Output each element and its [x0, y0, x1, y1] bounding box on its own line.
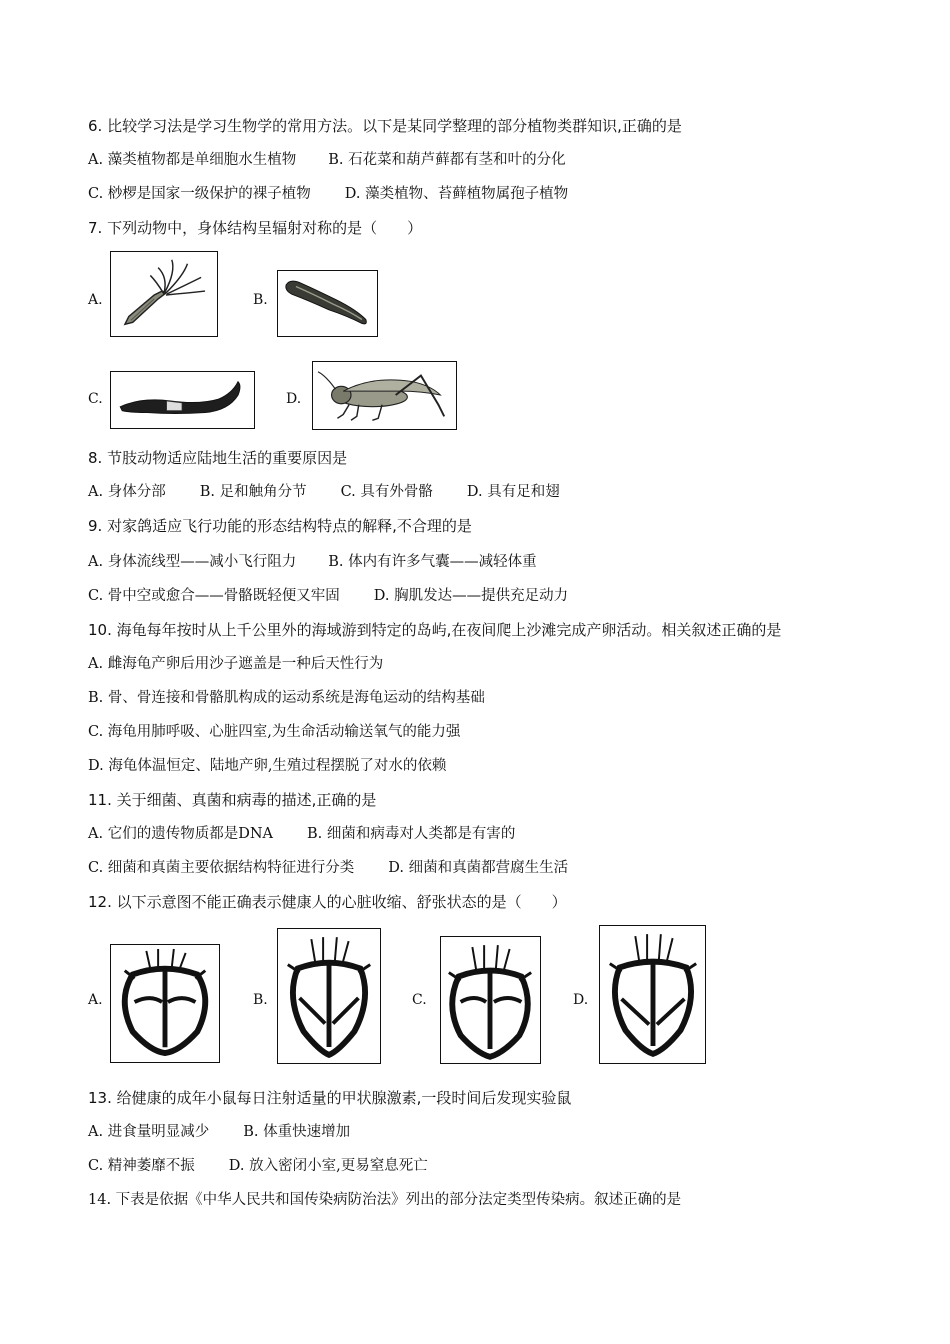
question-7-label-d: D. [286, 391, 302, 407]
question-8-option-d: D. 具有足和翅 [466, 484, 560, 500]
question-13-options-row-1 [88, 1122, 350, 1142]
question-9-option-c: C. 骨中空或愈合——骨骼既轻便又牢固 [88, 588, 340, 604]
question-9-option-a: A. 身体流线型——减小飞行阻力 [88, 554, 297, 570]
question-10-option-c: C. 海龟用肺呼吸、心脏四室,为生命活动输送氧气的能力强 [88, 724, 461, 740]
question-7-stem: 7. 下列动物中，身体结构呈辐射对称的是（ ） [88, 219, 423, 237]
question-10-option-d: D. 海龟体温恒定、陆地产卵,生殖过程摆脱了对水的依赖 [88, 758, 447, 774]
question-13-option-c: C. 精神萎靡不振 [88, 1158, 195, 1174]
question-11-stem: 11. 关于细菌、真菌和病毒的描述,正确的是 [88, 791, 377, 809]
question-11-option-d: D. 细菌和真菌都营腐生生活 [388, 860, 569, 876]
question-11-option-b: B. 细菌和病毒对人类都是有害的 [306, 826, 516, 842]
question-9-option-b: B. 体内有许多气囊——减轻体重 [328, 554, 537, 570]
heart-diagram-c-icon [440, 936, 541, 1064]
question-10-option-b: B. 骨、骨连接和骨骼肌构成的运动系统是海龟运动的结构基础 [88, 690, 485, 706]
question-6-option-c: C. 桫椤是国家一级保护的裸子植物 [88, 186, 311, 202]
question-12-label-b: B. [253, 992, 268, 1008]
hydra-icon [110, 251, 218, 337]
question-8-option-a: A. 身体分部 [88, 484, 166, 500]
question-11-option-a: A. 它们的遗传物质都是DNA [88, 826, 273, 842]
heart-diagram-a-icon [110, 944, 220, 1063]
question-8-option-c: C. 具有外骨骼 [340, 484, 433, 500]
question-9-option-d: D. 胸肌发达——提供充足动力 [373, 588, 569, 604]
heart-diagram-b-icon [277, 928, 381, 1064]
question-9-options-row-1 [88, 552, 537, 572]
question-12-label-d: D. [573, 992, 589, 1008]
earthworm-icon [110, 371, 255, 429]
question-10-option-a: A. 雌海龟产卵后用沙子遮盖是一种后天性行为 [88, 656, 384, 672]
question-12-label-c: C. [412, 992, 427, 1008]
question-12-stem: 12. 以下示意图不能正确表示健康人的心脏收缩、舒张状态的是（ ） [88, 893, 567, 911]
question-10-stem: 10. 海龟每年按时从上千公里外的海域游到特定的岛屿,在夜间爬上沙滩完成产卵活动。相关叙述正确的是 [88, 621, 782, 639]
question-13-option-a: A. 进食量明显减少 [88, 1124, 210, 1140]
question-12-label-a: A. [88, 992, 103, 1008]
question-6-option-b: B. 石花菜和葫芦藓都有茎和叶的分化 [328, 152, 566, 168]
question-7-label-b: B. [253, 292, 268, 308]
question-8-option-b: B. 足和触角分节 [199, 484, 307, 500]
question-13-option-d: D. 放入密闭小室,更易窒息死亡 [228, 1158, 428, 1174]
question-6-options-row-1 [88, 150, 566, 170]
question-6-option-d: D. 藻类植物、苔藓植物属孢子植物 [344, 186, 569, 202]
question-7-label-c: C. [88, 391, 103, 407]
question-11-option-c: C. 细菌和真菌主要依据结构特征进行分类 [88, 860, 355, 876]
question-13-option-b: B. 体重快速增加 [243, 1124, 351, 1140]
question-9-stem: 9. 对家鸽适应飞行功能的形态结构特点的解释,不合理的是 [88, 517, 472, 535]
question-13-options-row-2 [88, 1156, 428, 1176]
question-7-label-a: A. [88, 292, 103, 308]
question-14-stem: 14. 下表是依据《中华人民共和国传染病防治法》列出的部分法定类型传染病。叙述正确的是 [88, 1192, 682, 1208]
question-11-options-row-2 [88, 858, 568, 878]
planarian-icon [277, 270, 378, 337]
question-13-stem: 13. 给健康的成年小鼠每日注射适量的甲状腺激素,一段时间后发现实验鼠 [88, 1089, 572, 1107]
question-8-options-row [88, 482, 560, 502]
grasshopper-icon [312, 361, 457, 430]
question-6-option-a: A. 藻类植物都是单细胞水生植物 [88, 152, 297, 168]
question-9-options-row-2 [88, 586, 568, 606]
question-11-options-row-1 [88, 824, 515, 844]
question-6-stem: 6. 比较学习法是学习生物学的常用方法。以下是某同学整理的部分植物类群知识,正确的是 [88, 117, 682, 135]
question-8-stem: 8. 节肢动物适应陆地生活的重要原因是 [88, 449, 348, 467]
heart-diagram-d-icon [599, 925, 706, 1064]
question-6-options-row-2 [88, 184, 568, 204]
